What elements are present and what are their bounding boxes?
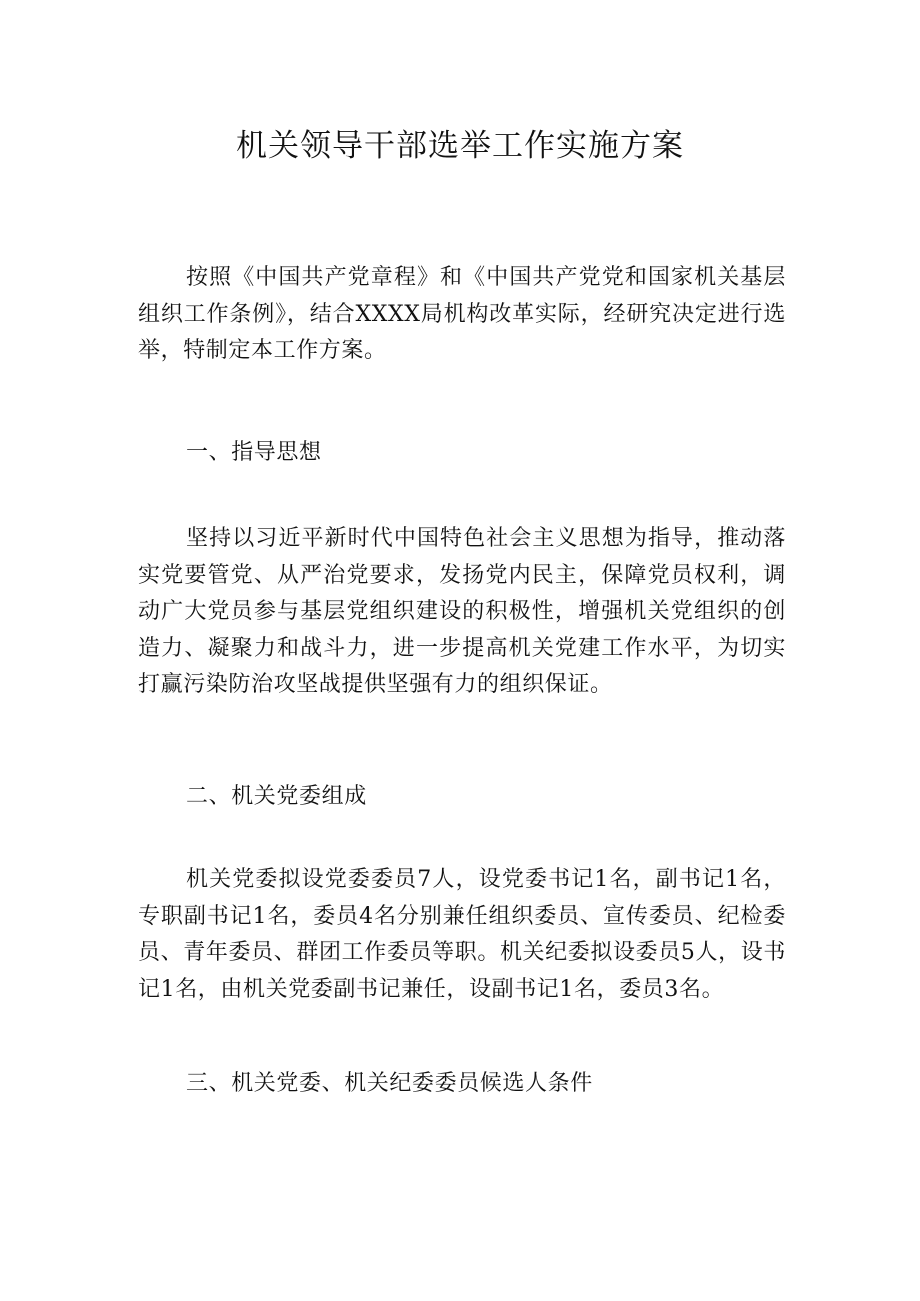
- section-heading-candidate-conditions: 三、机关党委、机关纪委委员候选人条件: [186, 1071, 593, 1096]
- section-heading-guiding-ideology: 一、指导思想: [186, 440, 322, 465]
- section-body-guiding-ideology: 坚持以习近平新时代中国特色社会主义思想为指导，推动落实党要管党、从严治党要求，发扬党内民主，保障党员权利，调动广大党员参与基层党组织建设的积极性，增强机关党组织的创造力、凝聚力和战斗力，进一步提高机关党建工作水平，为切实打赢污染防治攻坚战提供坚强有力的组织保证。: [138, 526, 786, 697]
- intro-paragraph: 按照《中国共产党章程》和《中国共产党党和国家机关基层组织工作条例》，结合XXXX局机构改革实际，经研究决定进行选举，特制定本工作方案。: [138, 265, 786, 363]
- section-body-committee-composition: 机关党委拟设党委委员7人，设党委书记1名，副书记1名，专职副书记1名，委员4名分别兼任组织委员、宣传委员、纪检委员、青年委员、群团工作委员等职。机关纪委拟设委员5人，设书记1名，由机关党委副书记兼任，设副书记1名，委员3名。: [138, 867, 786, 1002]
- document-title: 机关领导干部选举工作实施方案: [236, 128, 684, 164]
- section-heading-committee-composition: 二、机关党委组成: [186, 784, 367, 809]
